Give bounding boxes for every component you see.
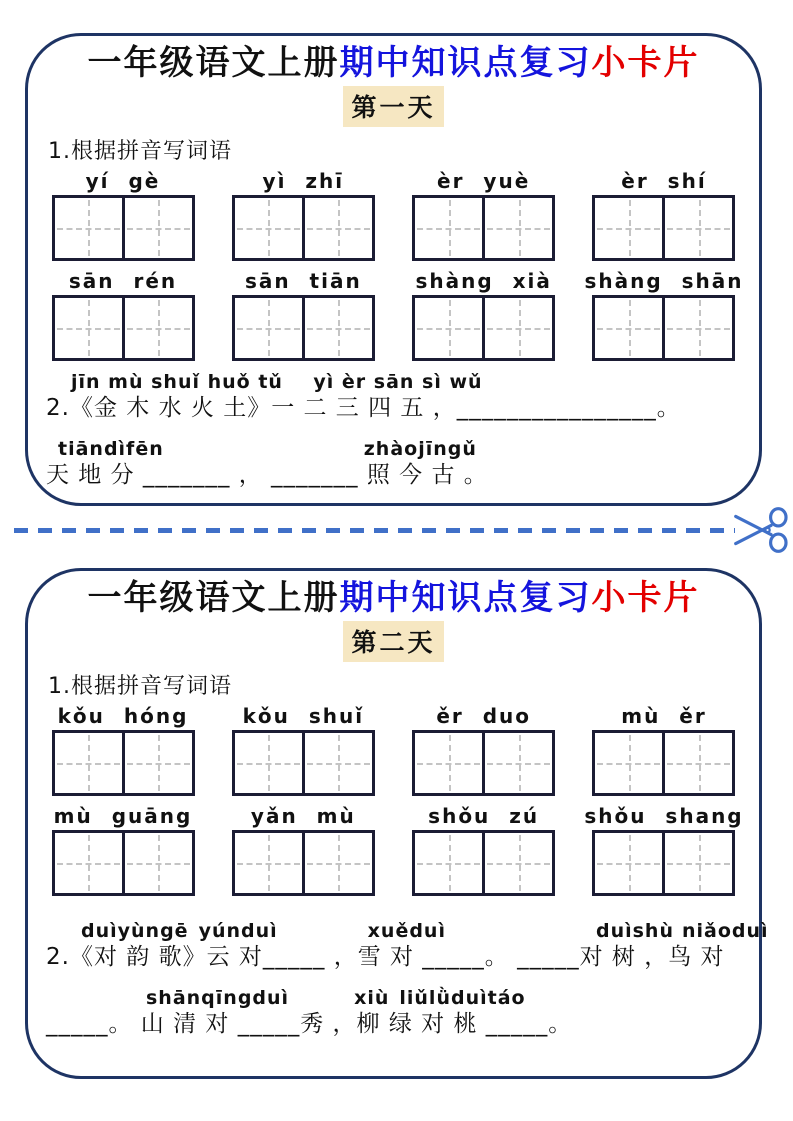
pinyin-annotation: duìyùngē (81, 920, 189, 943)
pinyin-annotation: duìshù (595, 920, 674, 943)
pinyin-label: shǒu zú (428, 804, 540, 829)
writing-grid-cell (482, 833, 552, 893)
writing-grid-cell (662, 198, 732, 258)
writing-grid-cell (662, 298, 732, 358)
exercise-2 (42, 371, 745, 490)
word-block (591, 703, 737, 796)
exercise-sentence: 2.《对 韵 歌》云 对_____ ，雪 对 _____。 _____对 树 ，鸟 对 (46, 944, 725, 971)
writing-grid-pair (592, 830, 735, 896)
card-day1 (25, 33, 762, 506)
writing-grid-cell (302, 733, 372, 793)
pinyin-annotation: jīn mù shuǐ huǒ tǔ yì èr sān sì wǔ (71, 371, 483, 394)
writing-grid-cell (55, 298, 122, 358)
writing-grid-pair (412, 830, 555, 896)
exercise-sentence: 天 地 分 _______ ， _______ 照 今 古 。 (46, 462, 488, 489)
writing-grid-cell (235, 733, 302, 793)
pinyin-annotation: shānqīngduì (146, 987, 290, 1010)
pinyin-label: mù guāng (53, 804, 193, 829)
section1-heading: 1.根据拼音写词语 (48, 139, 232, 165)
pinyin-annotation: xuěduì (367, 920, 446, 943)
word-block (584, 803, 744, 896)
writing-grid-cell (415, 198, 482, 258)
pinyin-label: shàng xià (415, 269, 552, 294)
card-title (42, 44, 745, 83)
writing-grid-cell (235, 198, 302, 258)
card-title (42, 579, 745, 618)
exercise-pinyin-line (46, 371, 745, 393)
word-row-2 (42, 803, 745, 896)
pinyin-label: shàng shān (584, 269, 744, 294)
cut-dash-line (14, 528, 735, 533)
writing-grid-cell (662, 733, 732, 793)
writing-grid-pair (232, 295, 375, 361)
exercise-pinyin-line (46, 438, 745, 460)
pinyin-annotation: xiù (354, 987, 390, 1010)
pinyin-label: kǒu hóng (57, 704, 189, 729)
day-row (42, 621, 745, 662)
scissors-icon (733, 506, 791, 554)
writing-grid-cell (415, 833, 482, 893)
exercise-line-2 (46, 438, 745, 490)
exercise-pinyin-line (46, 920, 769, 943)
writing-grid-cell (55, 833, 122, 893)
title-part-card: 小卡片 (591, 43, 700, 83)
word-block (584, 268, 744, 361)
pinyin-label: mù ěr (621, 704, 707, 729)
pinyin-label: èr shí (621, 169, 707, 194)
writing-grid-cell (55, 198, 122, 258)
word-block (50, 168, 196, 261)
cut-line (0, 506, 793, 554)
pinyin-label: yǎn mù (250, 804, 356, 829)
exercise-line-2 (46, 987, 745, 1039)
pinyin-annotation: yúnduì (198, 920, 278, 943)
writing-grid-pair (412, 730, 555, 796)
writing-grid-cell (122, 298, 192, 358)
pinyin-label: ěr duo (436, 704, 531, 729)
card-day1-body (28, 36, 759, 490)
writing-grid-pair (52, 295, 195, 361)
writing-grid-cell (482, 298, 552, 358)
writing-grid-cell (302, 198, 372, 258)
title-part-grade: 一年级语文上册 (87, 578, 340, 618)
writing-grid-pair (592, 730, 735, 796)
pinyin-label: yì zhī (262, 169, 345, 194)
exercise-pinyin-line (46, 987, 745, 1009)
day-badge: 第二天 (343, 621, 443, 662)
exercise-2 (42, 920, 769, 1039)
word-block (230, 803, 376, 896)
title-part-card: 小卡片 (591, 578, 700, 618)
writing-grid-cell (235, 833, 302, 893)
writing-grid-pair (232, 195, 375, 261)
word-row-1 (42, 703, 745, 796)
card-day2 (25, 568, 769, 1079)
writing-grid-cell (302, 833, 372, 893)
pinyin-annotation: zhàojīngǔ (363, 438, 477, 461)
word-block (411, 268, 557, 361)
writing-grid-pair (52, 195, 195, 261)
writing-grid-cell (122, 733, 192, 793)
writing-grid-pair (52, 830, 195, 896)
title-part-grade: 一年级语文上册 (87, 43, 340, 83)
word-block (50, 703, 196, 796)
pinyin-label: yí gè (85, 169, 161, 194)
writing-grid-cell (55, 733, 122, 793)
writing-grid-cell (415, 733, 482, 793)
writing-grid-cell (122, 833, 192, 893)
writing-grid-cell (235, 298, 302, 358)
word-block (411, 168, 557, 261)
writing-grid-pair (592, 295, 735, 361)
word-block (411, 703, 557, 796)
day-badge: 第一天 (343, 86, 443, 127)
word-block (230, 168, 376, 261)
writing-grid-pair (232, 730, 375, 796)
section1-heading: 1.根据拼音写词语 (48, 674, 232, 700)
writing-grid-cell (595, 833, 662, 893)
writing-grid-pair (412, 195, 555, 261)
word-row-2 (42, 268, 745, 361)
pinyin-label: shǒu shang (584, 804, 744, 829)
writing-grid-cell (482, 198, 552, 258)
writing-grid-pair (412, 295, 555, 361)
writing-grid-cell (302, 298, 372, 358)
pinyin-label: kǒu shuǐ (242, 704, 365, 729)
exercise-sentence: _____。 山 清 对 _____秀 ，柳 绿 对 桃 _____。 (46, 1011, 573, 1038)
card-day2-body (28, 571, 769, 1039)
title-part-topic: 期中知识点复习 (339, 578, 592, 618)
writing-grid-cell (595, 733, 662, 793)
word-block (50, 268, 196, 361)
word-block (50, 803, 196, 896)
writing-grid-pair (52, 730, 195, 796)
pinyin-label: sān rén (68, 269, 178, 294)
writing-grid-cell (595, 198, 662, 258)
writing-grid-cell (482, 733, 552, 793)
pinyin-annotation: niǎoduì (681, 920, 769, 943)
pinyin-label: sān tiān (244, 269, 362, 294)
word-block (230, 268, 376, 361)
word-block (230, 703, 376, 796)
writing-grid-cell (122, 198, 192, 258)
pinyin-label: èr yuè (437, 169, 531, 194)
writing-grid-cell (595, 298, 662, 358)
pinyin-annotation: tiāndìfēn (58, 438, 164, 461)
word-block (411, 803, 557, 896)
writing-grid-cell (415, 298, 482, 358)
exercise-sentence: 2.《金 木 水 火 土》一 二 三 四 五 ，________________。 (46, 395, 681, 422)
pinyin-annotation: liǔlǜduìtáo (399, 987, 526, 1010)
day-row (42, 86, 745, 127)
writing-grid-pair (592, 195, 735, 261)
writing-grid-pair (232, 830, 375, 896)
writing-grid-cell (662, 833, 732, 893)
word-block (591, 168, 737, 261)
word-row-1 (42, 168, 745, 261)
title-part-topic: 期中知识点复习 (339, 43, 592, 83)
